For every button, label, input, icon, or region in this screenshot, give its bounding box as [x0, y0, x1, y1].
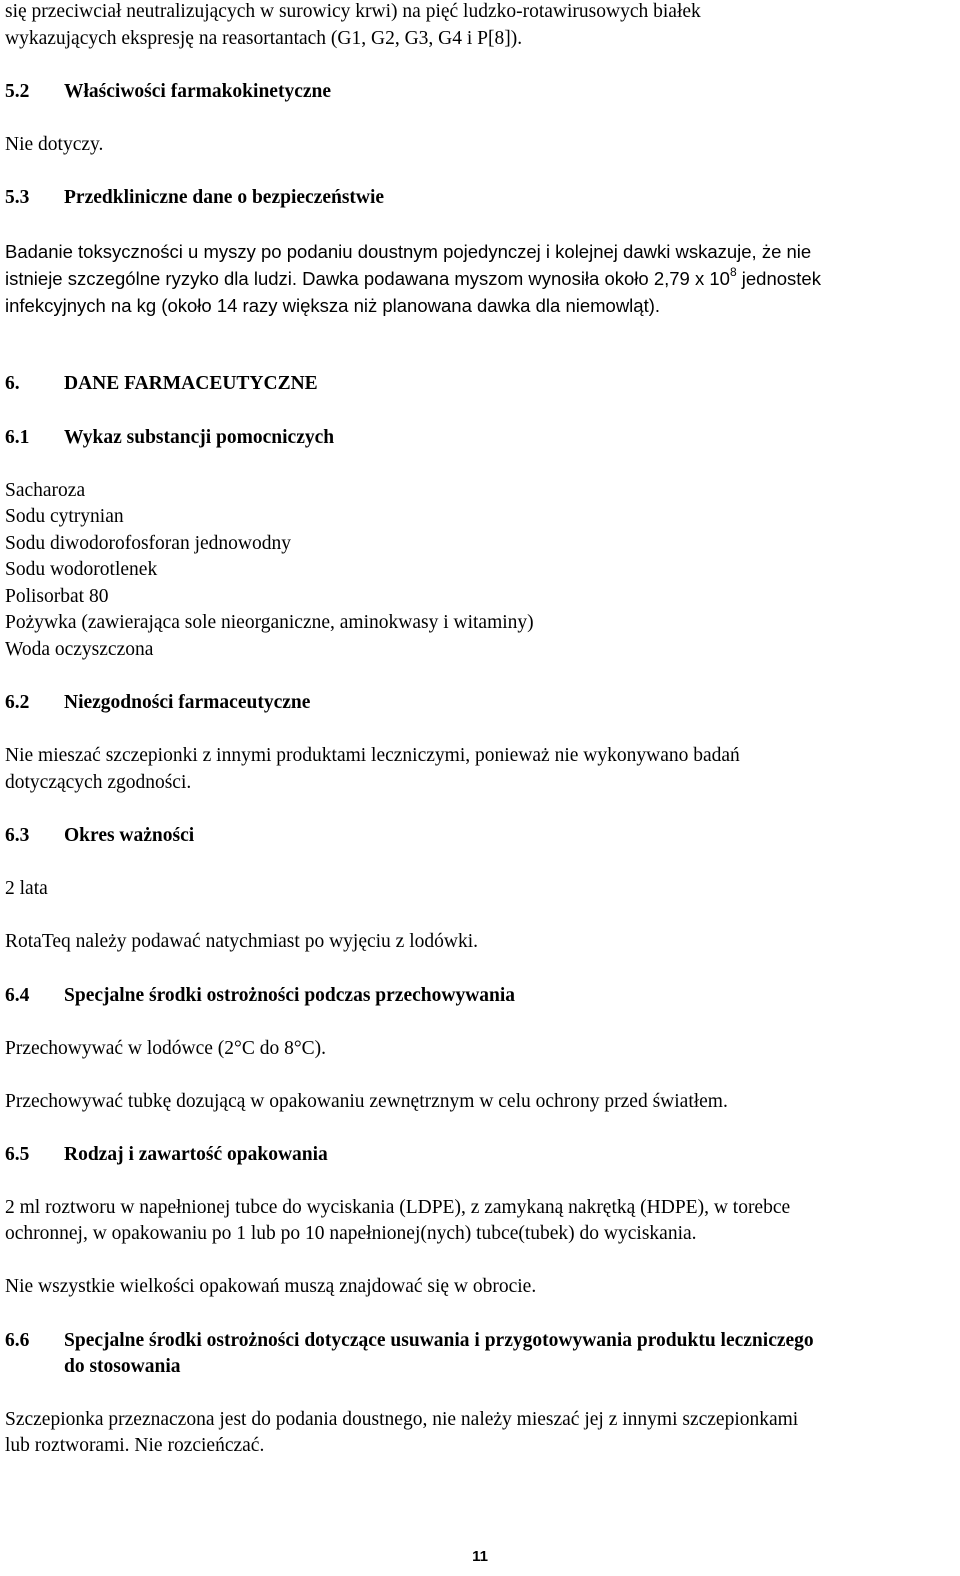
text-span: Dawka podawana myszom wynosiła około 2,79 x 10	[302, 268, 730, 289]
heading-title: Specjalne środki ostrożności podczas przechowywania	[64, 985, 516, 1006]
heading-6-6	[5, 1327, 814, 1354]
list-item: Sodu diwodorofosforan jednowodny	[5, 533, 291, 554]
page-number: 11	[472, 1548, 488, 1565]
heading-6-3	[5, 822, 194, 849]
paragraph-line: Przechowywać w lodówce (2°C do 8°C).	[5, 1038, 327, 1059]
heading-title: Wykaz substancji pomocniczych	[64, 427, 335, 448]
list-item: Sodu cytrynian	[5, 506, 124, 527]
heading-title: Niezgodności farmaceutyczne	[64, 692, 311, 713]
paragraph-line: dotyczących zgodności.	[5, 772, 192, 793]
heading-number: 6.5	[5, 1144, 30, 1165]
paragraph-line	[5, 265, 821, 292]
paragraph-line: 2 lata	[5, 878, 48, 899]
paragraph-line: ochronnej, w opakowaniu po 1 lub po 10 napełnionej(nych) tubce(tubek) do wyciskania.	[5, 1223, 697, 1244]
heading-number: 6.2	[5, 692, 30, 713]
heading-title: Właściwości farmakokinetyczne	[64, 81, 332, 102]
paragraph-line: 2 ml roztworu w napełnionej tubce do wyciskania (LDPE), z zamykaną nakrętką (HDPE), w torebce	[5, 1197, 791, 1218]
heading-number: 5.3	[5, 187, 30, 208]
paragraph-line: Nie wszystkie wielkości opakowań muszą znajdować się w obrocie.	[5, 1276, 537, 1297]
paragraph-line: Szczepionka przeznaczona jest do podania doustnego, nie należy mieszać jej z innymi szczepionkami	[5, 1409, 799, 1430]
heading-number: 6.4	[5, 985, 30, 1006]
heading-title: Specjalne środki ostrożności dotyczące usuwania i przygotowywania produktu leczniczego	[64, 1330, 814, 1351]
paragraph-line: infekcyjnych na kg (około 14 razy większa niż planowana dawka dla niemowląt).	[5, 295, 661, 316]
heading-6-5	[5, 1141, 328, 1168]
list-item: Sodu wodorotlenek	[5, 559, 158, 580]
intro-line-1: się przeciwciał neutralizujących w surowicy krwi) na pięć ludzko-rotawirusowych białek	[5, 1, 701, 22]
list-item: Polisorbat 80	[5, 586, 109, 607]
superscript: 8	[729, 265, 737, 279]
heading-5-3	[5, 184, 384, 211]
paragraph-line: lub roztworami. Nie rozcieńczać.	[5, 1435, 265, 1456]
heading-title: Okres ważności	[64, 825, 195, 846]
heading-6-1	[5, 424, 334, 451]
heading-number: 6.6	[5, 1330, 30, 1351]
heading-number: 6.3	[5, 825, 30, 846]
heading-6-2	[5, 689, 310, 716]
list-item: Pożywka (zawierająca sole nieorganiczne, aminokwasy i witaminy)	[5, 612, 534, 633]
intro-line-2: wykazujących ekspresję na reasortantach (G1, G2, G3, G4 i P[8]).	[5, 28, 523, 49]
paragraph-line: RotaTeq należy podawać natychmiast po wyjęciu z lodówki.	[5, 931, 478, 952]
heading-number: 5.2	[5, 81, 30, 102]
heading-6-4	[5, 982, 515, 1009]
list-item: Woda oczyszczona	[5, 639, 154, 660]
paragraph-line: Badanie toksyczności u myszy po podaniu doustnym pojedynczej i kolejnej dawki wskazuje, że nie	[5, 241, 812, 262]
heading-title-continued: do stosowania	[64, 1356, 181, 1377]
document-page	[5, 0, 955, 1576]
heading-title: DANE FARMACEUTYCZNE	[64, 373, 318, 394]
heading-title: Przedkliniczne dane o bezpieczeństwie	[64, 187, 385, 208]
text-span: istnieje szczególne ryzyko dla ludzi.	[5, 268, 298, 289]
list-item: Sacharoza	[5, 480, 86, 501]
heading-number: 6.	[5, 373, 20, 394]
paragraph: Nie dotyczy.	[5, 134, 104, 155]
heading-5-2	[5, 78, 331, 105]
text-span: jednostek	[736, 268, 821, 289]
paragraph-line: Przechowywać tubkę dozującą w opakowaniu zewnętrznym w celu ochrony przed światłem.	[5, 1091, 728, 1112]
heading-6	[5, 370, 318, 397]
heading-title: Rodzaj i zawartość opakowania	[64, 1144, 328, 1165]
paragraph-line: Nie mieszać szczepionki z innymi produktami leczniczymi, ponieważ nie wykonywano badań	[5, 745, 740, 766]
heading-number: 6.1	[5, 427, 30, 448]
